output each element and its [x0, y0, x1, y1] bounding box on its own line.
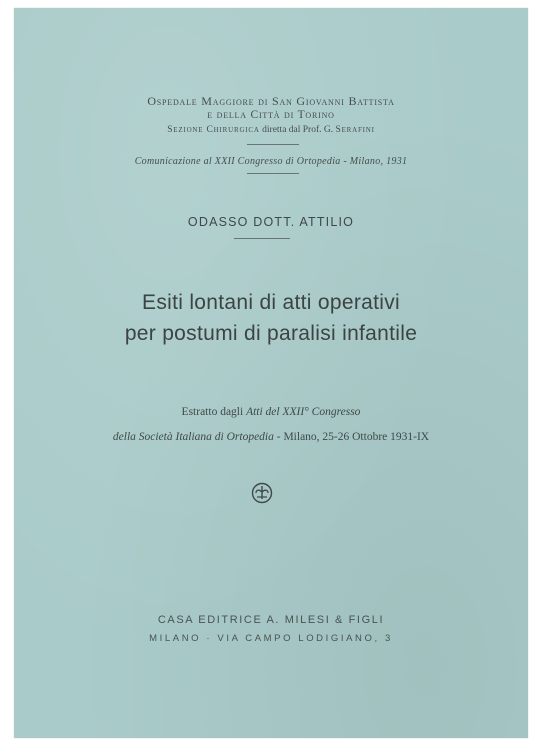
extract-line-2 [14, 431, 528, 443]
divider [247, 173, 299, 174]
hospital-city: e della Città di Torino [207, 109, 335, 121]
publisher-address: MILANO · VIA CAMPO LODIGIANO, 3 [149, 633, 393, 644]
title-line-1: Esiti lontani di atti operativi [142, 291, 400, 314]
section-label: Sezione Chirurgica [167, 125, 260, 135]
divider [234, 238, 290, 239]
publisher-name: CASA EDITRICE A. MILESI & FIGLI [157, 614, 385, 626]
extract-prefix: Estratto dagli [181, 406, 244, 418]
congress-communication: Comunicazione al XXII Congresso di Ortopedia - Milano, 1931 [134, 156, 408, 167]
hospital-section [14, 125, 528, 135]
extract-source: Atti del XXII° Congresso [246, 406, 361, 418]
title-line-2: per postumi di paralisi infantile [124, 322, 418, 345]
hospital-name: Ospedale Maggiore di San Giovanni Battista [147, 94, 395, 108]
document-cover [14, 8, 528, 738]
extract-line-1 [14, 406, 528, 418]
section-director: diretta dal Prof. G. [262, 125, 334, 135]
section-director-name: Serafini [335, 125, 375, 135]
publisher-logo-icon [251, 482, 273, 504]
society-name: della Società Italiana di Ortopedia [112, 431, 274, 443]
congress-date: - Milano, 25-26 Ottobre 1931-IX [273, 431, 430, 443]
divider [247, 144, 299, 145]
author-name: ODASSO DOTT. ATTILIO [187, 215, 355, 229]
